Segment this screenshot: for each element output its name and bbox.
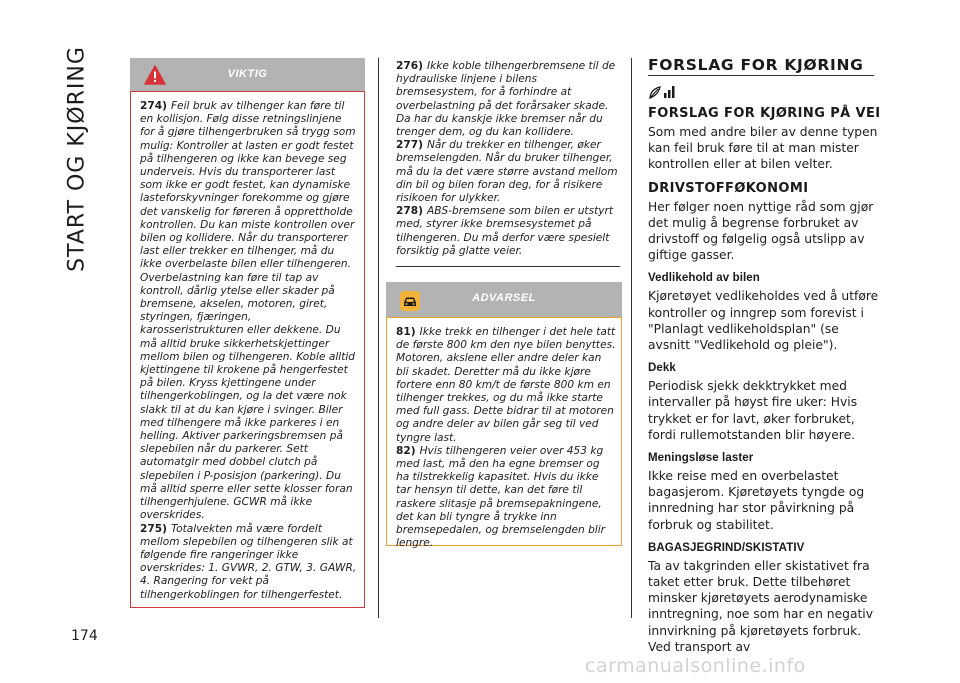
advarsel-notes <box>396 326 616 550</box>
paragraph-tyres: Periodisk sjekk dekktrykket med intervaller på høyst fire uker: Hvis trykket er for lavt, øker forbruket, fordi rullemotstanden blir høyere. <box>648 379 858 442</box>
note-text: Når du trekker en tilhenger, øker bremselengden. Når du bruker tilhenger, må du la det være større avstand mellom din bil og bilen foran deg, for å risikere risikoen for ulykker. <box>396 139 618 205</box>
note-text: Feil bruk av tilhenger kan føre til en kollisjon. Følg disse retningslinjene for å gjøre tilhengerbruken så trygg som mulig: Kontroller at lasten er godt festet på tilhengeren og ikke kan bevege seg underveis. Hvis du transporterer last som ikke er godt festet, kan dynamiske lasteforskyvninger forekomme og gjøre det vanskelig for føreren å opprettholde kontrollen. Du kan miste kontrollen over bilen og kollidere. Når du transporterer last eller trekker en tilhenger, må du ikke overbelaste bilen eller tilhengeren. Overbelastning kan føre til tap av kontroll, dårlig ytelse eller skader på bremsene, akselen, motoren, giret, styringen, fjæringen, karosseristrukturen eller dekkene. Du må alltid bruke sikkerhetskjettinger mellom bilen og tilhengeren. Koble alltid kjettingene til krokene på hengerfestet på bilen. Kryss kjettingene under tilhengerkoblingen, og la det være nok slakk til at du kan kjøre i svinger. Biler med tilhengere må ikke parkeres i en helling. Aktiver parkeringsbremsen på slepebilen når du parkerer. Sett automatgir med dobbel clutch på slepebilen i P-posisjon (parkering). Du må alltid sperre eller sette klosser foran tilhengerhjulene. GCWR må ikke overskrides. <box>140 100 356 522</box>
advarsel-box <box>386 317 622 550</box>
note-81 <box>396 326 616 445</box>
paragraph-road-driving: Som med andre biler av denne typen kan feil bruk føre til at man mister kontrollen eller at bilen velter. <box>648 125 878 172</box>
paragraph-maintenance: Kjøretøyet vedlikeholdes ved å utføre kontroller og inngrep som forevist i "Planlagt vedlikeholdsplan" (se avsnitt "Vedlikehold og pleie"). <box>648 289 879 353</box>
note-82 <box>396 445 616 551</box>
heading-fuel-economy: DRIVSTOFFØKONOMI <box>648 180 809 196</box>
section-title-rule <box>648 75 874 76</box>
note-277 <box>396 139 620 205</box>
note-number: 276) <box>396 60 423 72</box>
eco-leaf-icon <box>648 84 678 100</box>
page-number: 174 <box>71 628 98 644</box>
paragraph-roof-rack: Ta av takgrinden eller skistativet fra taket etter bruk. Dette tilbehøret minsker kjøretøyets aerodynamiske inntregning, noe som har en negativ innvirkning på kjøretøyets forbruk. Ved transport av <box>648 558 873 654</box>
note-text: ABS-bremsene som bilen er utstyrt med, styrer ikke bremsesystemet på tilhengeren. Du må derfor være spesielt forsiktig på glatte veier. <box>396 205 614 257</box>
note-274 <box>140 100 358 523</box>
section-title: FORSLAG FOR KJØRING <box>648 56 864 74</box>
column-divider-2 <box>631 58 632 618</box>
note-number: 277) <box>396 139 423 152</box>
note-275 <box>140 523 358 602</box>
note-text: Ikke trekk en tilhenger i det hele tatt de første 800 km den nye bilen benyttes. Motoren, akslene eller andre deler kan bli skadet. Deretter må du ikke kjøre fortere enn 80 km/t de første 800 km en tilhenger trekkes, og du må ikke starte med full gass. Dette bidrar til at motoren og andre deler av bilen går seg til ved tyngre last. <box>396 326 616 444</box>
note-276 <box>396 60 620 139</box>
note-number: 81) <box>396 326 416 338</box>
viktig-box-header <box>130 58 365 91</box>
note-text: Ikke koble tilhengerbremsene til de hydrauliske linjene i bilens bremsesystem, for å forhindre at overbelastning på det forårsaker skade. Da har du kanskje ikke bremser når du trenger dem, og du kan kollidere. <box>396 60 616 139</box>
heading-road-driving: FORSLAG FOR KJØRING PÅ VEI <box>648 106 881 121</box>
subheading-tyres: Dekk <box>648 362 676 375</box>
subheading-loads: Meningsløse laster <box>648 452 754 465</box>
note-278 <box>396 205 620 258</box>
right-column-content <box>648 106 883 655</box>
advarsel-box-title: ADVARSEL <box>472 292 536 304</box>
middle-top-notes-rule <box>396 266 620 267</box>
note-text: Totalvekten må være fordelt mellom slepebilen og tilhengeren slik at følgende fire rangeringer ikke overskrides: 1. GVWR, 2. GTW, 3. GAWR, 4. Rangering for vekt på tilhengerkoblingen for tilhengerfestet. <box>140 522 357 601</box>
subheading-maintenance: Vedlikehold av bilen <box>648 272 760 285</box>
subheading-roof-rack: BAGASJEGRIND/SKISTATIV <box>648 541 805 554</box>
note-number: 274) <box>140 100 167 112</box>
viktig-box-title: VIKTIG <box>227 68 268 80</box>
watermark: carmanualsonline.info <box>585 655 806 677</box>
note-text: Hvis tilhengeren veier over 453 kg med last, må den ha egne bremser og ha tilstrekkelig kapasitet. Hvis du ikke tar hensyn til dette, kan det føre til raskere slitasje på bremsepakningene, det kan bli tyngre å trykke inn bremsepedalen, og bremselengden blir lengre. <box>396 444 606 550</box>
column-divider-1 <box>378 58 379 618</box>
note-number: 275) <box>140 522 167 535</box>
viktig-notes <box>140 100 358 602</box>
paragraph-loads: Ikke reise med en overbelastet bagasjerom. Kjøretøyets tyngde og innredning har stor påvirkning på forbruk og stabilitet. <box>648 469 865 532</box>
note-number: 82) <box>396 444 416 457</box>
middle-top-notes <box>396 60 620 258</box>
viktig-box <box>130 91 365 608</box>
paragraph-fuel-economy: Her følger noen nyttige råd som gjør det mulig å begrense forbruket av drivstoff og følgelig også utslipp av giftige gasser. <box>648 199 874 263</box>
chapter-side-title-text: START OG KJØRING <box>64 46 90 272</box>
note-number: 278) <box>396 205 423 218</box>
chapter-side-title <box>62 44 92 274</box>
advarsel-box-header <box>386 282 622 317</box>
